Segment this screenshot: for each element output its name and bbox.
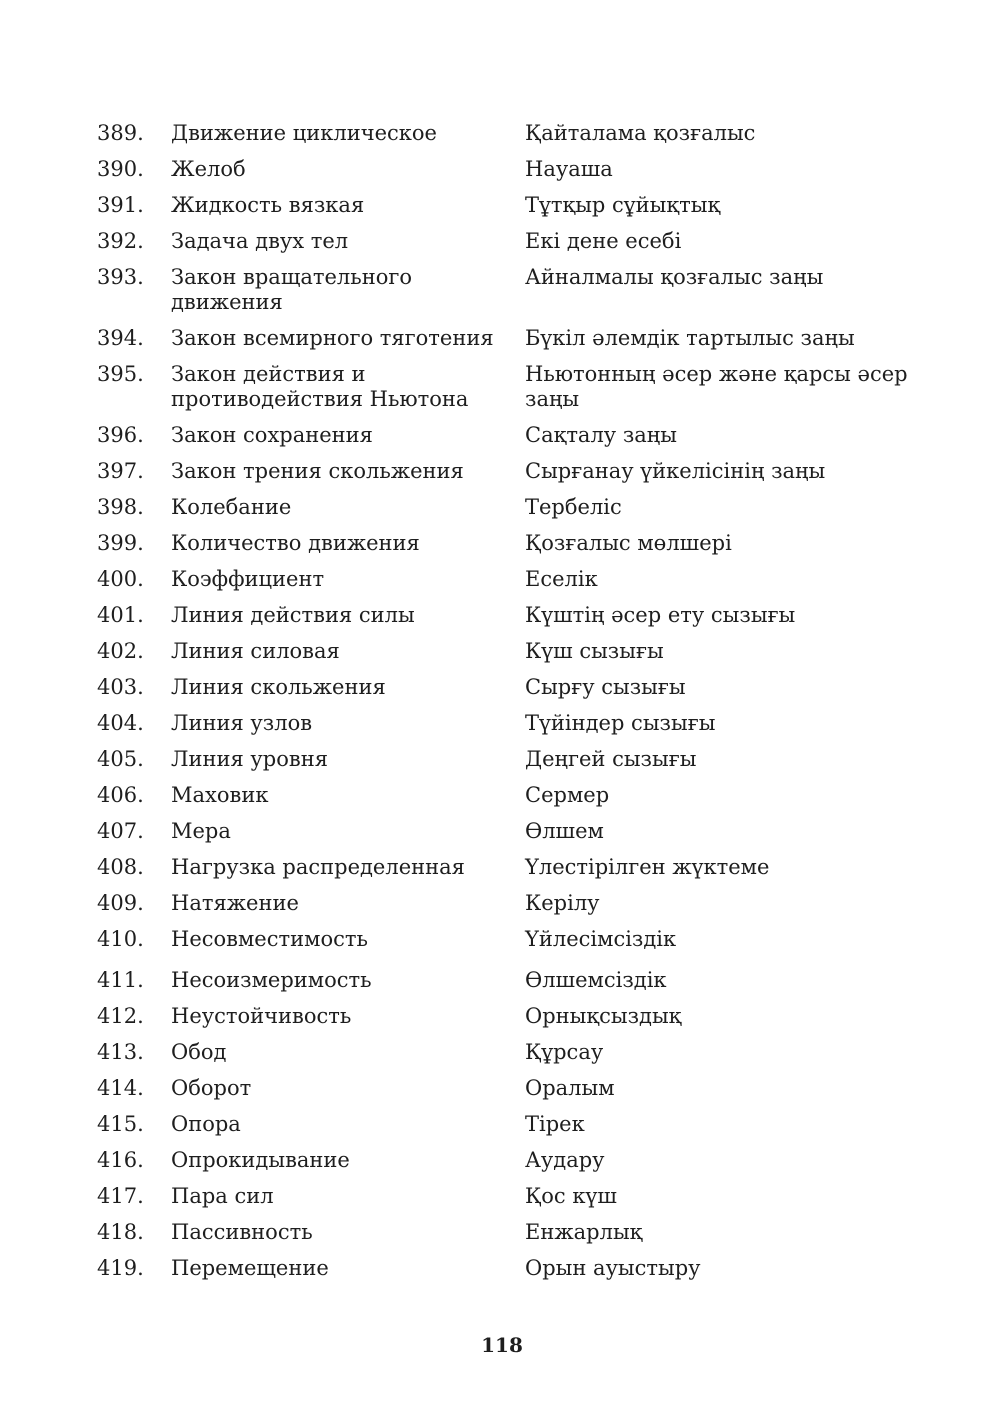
term-kazakh: Қайталама қозғалыс [525, 121, 756, 145]
glossary-entry [97, 855, 917, 891]
term-russian: Опрокидывание [171, 1148, 350, 1172]
entry-number: 419. [97, 1256, 144, 1280]
term-kazakh: Науаша [525, 157, 613, 181]
entry-number: 407. [97, 819, 144, 843]
entry-number: 395. [97, 362, 144, 386]
term-kazakh: Сырғанау үйкелісінің заңы [525, 459, 826, 483]
page-number: 118 [481, 1333, 523, 1357]
term-kazakh: Ньютонның әсер және қарсы әсер заңы [525, 362, 908, 411]
term-russian: Закон трения скольжения [171, 459, 464, 483]
term-russian: Закон всемирного тяготения [171, 326, 494, 350]
entry-number: 391. [97, 193, 144, 217]
glossary-entry [97, 531, 917, 567]
entry-number: 412. [97, 1004, 144, 1028]
term-kazakh: Тұтқыр сұйықтық [525, 193, 721, 217]
term-kazakh: Қос күш [525, 1184, 617, 1208]
term-russian: Обод [171, 1040, 227, 1064]
term-kazakh: Сақталу заңы [525, 423, 677, 447]
term-kazakh: Енжарлық [525, 1220, 643, 1244]
entry-number: 418. [97, 1220, 144, 1244]
entry-number: 403. [97, 675, 144, 699]
term-kazakh: Екі дене есебі [525, 229, 682, 253]
term-kazakh: Оралым [525, 1076, 615, 1100]
term-russian: Количество движения [171, 531, 420, 555]
entry-number: 416. [97, 1148, 144, 1172]
entry-number: 398. [97, 495, 144, 519]
glossary-entry [97, 459, 917, 495]
entry-number: 406. [97, 783, 144, 807]
glossary-entry [97, 229, 917, 265]
glossary-entry [97, 326, 917, 362]
entry-number: 393. [97, 265, 144, 289]
glossary-entry [97, 819, 917, 855]
glossary-entry [97, 1040, 917, 1076]
glossary-entry [97, 968, 917, 1004]
term-russian: Пассивность [171, 1220, 313, 1244]
term-kazakh: Тербеліс [525, 495, 622, 519]
term-kazakh: Күш сызығы [525, 639, 664, 663]
term-russian: Колебание [171, 495, 292, 519]
term-kazakh: Құрсау [525, 1040, 604, 1064]
term-russian: Закон действия и противодействия Ньютона [171, 362, 469, 411]
glossary-entry [97, 1184, 917, 1220]
entry-number: 390. [97, 157, 144, 181]
glossary-entry [97, 362, 917, 423]
glossary-entry [97, 157, 917, 193]
glossary-entry [97, 891, 917, 927]
term-russian: Коэффициент [171, 567, 325, 591]
glossary-entry [97, 1148, 917, 1184]
entry-number: 389. [97, 121, 144, 145]
term-kazakh: Түйіндер сызығы [525, 711, 716, 735]
term-kazakh: Еселік [525, 567, 598, 591]
entry-number: 397. [97, 459, 144, 483]
term-kazakh: Бүкіл әлемдік тартылыс заңы [525, 326, 855, 350]
term-russian: Линия узлов [171, 711, 313, 735]
glossary-entry [97, 423, 917, 459]
glossary-entry [97, 193, 917, 229]
term-russian: Оборот [171, 1076, 252, 1100]
term-russian: Линия уровня [171, 747, 328, 771]
glossary-entry [97, 567, 917, 603]
term-kazakh: Орын ауыстыру [525, 1256, 701, 1280]
term-kazakh: Керілу [525, 891, 600, 915]
term-russian: Движение циклическое [171, 121, 437, 145]
term-russian: Маховик [171, 783, 269, 807]
term-kazakh: Үйлесімсіздік [525, 927, 677, 951]
glossary-entry [97, 1004, 917, 1040]
entry-number: 394. [97, 326, 144, 350]
glossary-entry [97, 675, 917, 711]
glossary-entry [97, 783, 917, 819]
glossary-list [97, 121, 917, 1292]
entry-number: 414. [97, 1076, 144, 1100]
term-russian: Пара сил [171, 1184, 274, 1208]
term-kazakh: Сермер [525, 783, 610, 807]
term-russian: Линия скольжения [171, 675, 386, 699]
term-kazakh: Өлшемсіздік [525, 968, 667, 992]
term-russian: Нагрузка распределенная [171, 855, 465, 879]
term-russian: Линия силовая [171, 639, 340, 663]
term-russian: Закон сохранения [171, 423, 373, 447]
term-russian: Задача двух тел [171, 229, 349, 253]
glossary-entry [97, 603, 917, 639]
entry-number: 392. [97, 229, 144, 253]
entry-number: 415. [97, 1112, 144, 1136]
glossary-entry [97, 495, 917, 531]
glossary-entry [97, 747, 917, 783]
glossary-entry [97, 1112, 917, 1148]
term-russian: Неустойчивость [171, 1004, 352, 1028]
term-russian: Несовместимость [171, 927, 368, 951]
glossary-entry [97, 927, 917, 968]
term-kazakh: Орнықсыздық [525, 1004, 682, 1028]
term-kazakh: Тірек [525, 1112, 585, 1136]
term-russian: Закон вращательного движения [171, 265, 412, 314]
glossary-entry [97, 1076, 917, 1112]
term-russian: Жидкость вязкая [171, 193, 365, 217]
term-kazakh: Үлестірілген жүктеме [525, 855, 770, 879]
term-kazakh: Деңгей сызығы [525, 747, 697, 771]
term-russian: Опора [171, 1112, 241, 1136]
entry-number: 417. [97, 1184, 144, 1208]
entry-number: 402. [97, 639, 144, 663]
glossary-entry [97, 1220, 917, 1256]
entry-number: 396. [97, 423, 144, 447]
glossary-entry [97, 121, 917, 157]
entry-number: 408. [97, 855, 144, 879]
term-russian: Мера [171, 819, 231, 843]
term-russian: Перемещение [171, 1256, 329, 1280]
term-kazakh: Күштің әсер ету сызығы [525, 603, 796, 627]
term-russian: Линия действия силы [171, 603, 415, 627]
entry-number: 411. [97, 968, 144, 992]
glossary-entry [97, 265, 917, 326]
entry-number: 400. [97, 567, 144, 591]
glossary-entry [97, 639, 917, 675]
term-kazakh: Өлшем [525, 819, 604, 843]
term-kazakh: Аудару [525, 1148, 605, 1172]
glossary-entry [97, 711, 917, 747]
entry-number: 410. [97, 927, 144, 951]
term-russian: Несоизмеримость [171, 968, 372, 992]
entry-number: 409. [97, 891, 144, 915]
entry-number: 413. [97, 1040, 144, 1064]
term-russian: Натяжение [171, 891, 299, 915]
entry-number: 404. [97, 711, 144, 735]
term-russian: Желоб [171, 157, 246, 181]
term-kazakh: Сырғу сызығы [525, 675, 686, 699]
entry-number: 401. [97, 603, 144, 627]
glossary-entry [97, 1256, 917, 1292]
entry-number: 399. [97, 531, 144, 555]
term-kazakh: Айналмалы қозғалыс заңы [525, 265, 824, 289]
entry-number: 405. [97, 747, 144, 771]
term-kazakh: Қозғалыс мөлшері [525, 531, 732, 555]
